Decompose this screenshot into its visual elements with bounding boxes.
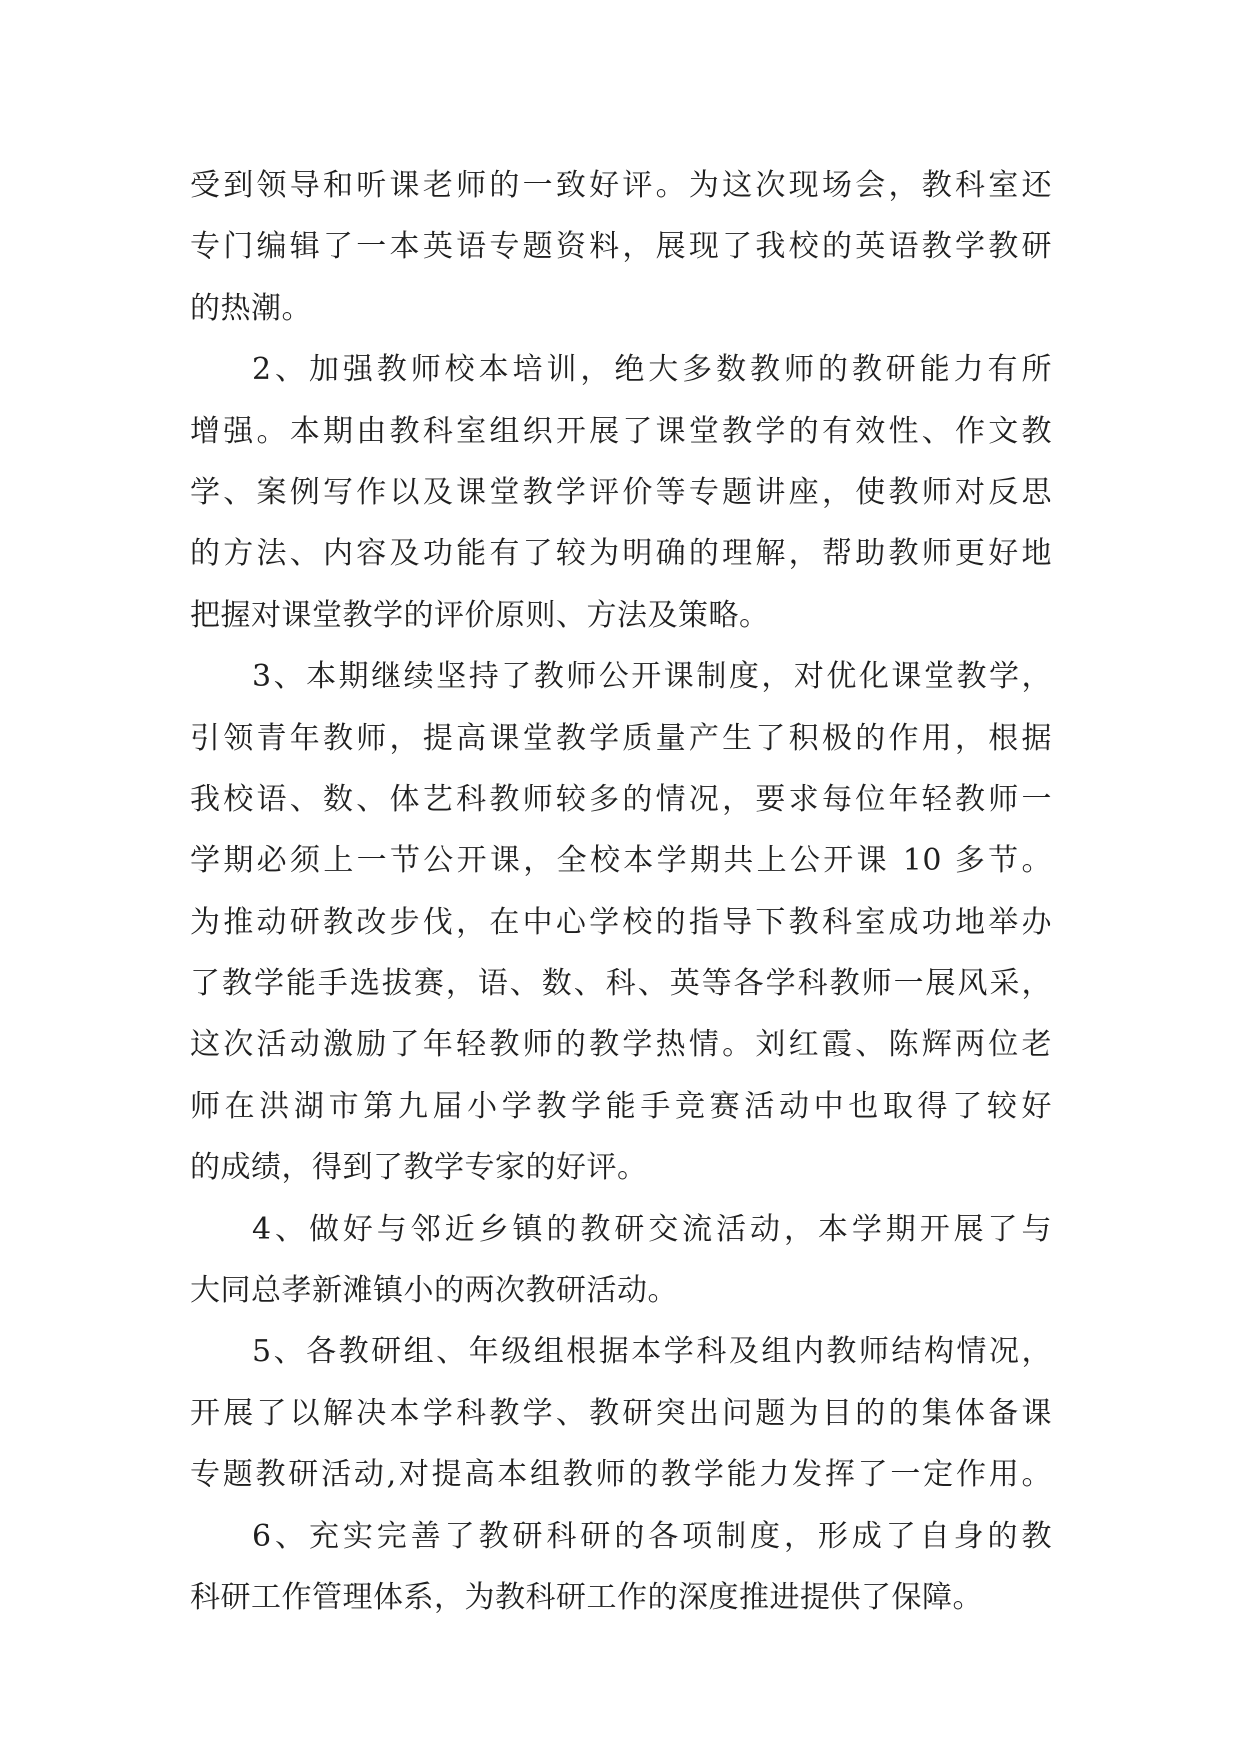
text-line: 5、各教研组、年级组根据本学科及组内教师结构情况，	[252, 1334, 1052, 1370]
text-line: 这次活动激励了年轻教师的教学热情。刘红霞、陈辉两位老	[190, 1027, 1052, 1063]
text-line: 专门编辑了一本英语专题资料，展现了我校的英语教学教研	[190, 229, 1052, 265]
text-line: 了教学能手选拔赛，语、数、科、英等各学科教师一展风采，	[190, 966, 1052, 1002]
text-line: 3、本期继续坚持了教师公开课制度，对优化课堂教学，	[252, 659, 1052, 695]
text-line: 把握对课堂教学的评价原则、方法及策略。	[190, 597, 770, 633]
text-line: 的成绩，得到了教学专家的好评。	[190, 1150, 648, 1186]
text-line: 的热潮。	[190, 290, 312, 326]
text-line: 增强。本期由教科室组织开展了课堂教学的有效性、作文教	[190, 413, 1052, 449]
text-line: 受到领导和听课老师的一致好评。为这次现场会，教科室还	[190, 168, 1052, 203]
text-line: 专题教研活动,对提高本组教师的教学能力发挥了一定作用。	[190, 1457, 1052, 1493]
text-line: 我校语、数、体艺科教师较多的情况，要求每位年轻教师一	[190, 781, 1052, 817]
text-line: 开展了以解决本学科教学、教研突出问题为目的的集体备课	[190, 1395, 1052, 1431]
text-line: 大同总孝新滩镇小的两次教研活动。	[190, 1273, 678, 1309]
text-line: 2、加强教师校本培训，绝大多数教师的教研能力有所	[252, 352, 1052, 388]
text-line: 6、充实完善了教研科研的各项制度，形成了自身的教	[252, 1518, 1052, 1554]
text-line: 学、案例写作以及课堂教学评价等专题讲座，使教师对反思	[190, 474, 1052, 510]
text-line: 科研工作管理体系，为教科研工作的深度推进提供了保障。	[190, 1579, 983, 1615]
text-line: 的方法、内容及功能有了较为明确的理解，帮助教师更好地	[190, 536, 1052, 572]
document-body	[190, 155, 1052, 1628]
text-line: 引领青年教师，提高课堂教学质量产生了积极的作用，根据	[190, 720, 1052, 756]
text-line: 为推动研教改步伐，在中心学校的指导下教科室成功地举办	[190, 904, 1052, 940]
text-line: 学期必须上一节公开课，全校本学期共上公开课 10 多节。	[190, 843, 1052, 879]
text-line: 师在洪湖市第九届小学教学能手竞赛活动中也取得了较好	[190, 1088, 1052, 1124]
text-line: 4、做好与邻近乡镇的教研交流活动，本学期开展了与	[252, 1211, 1052, 1247]
